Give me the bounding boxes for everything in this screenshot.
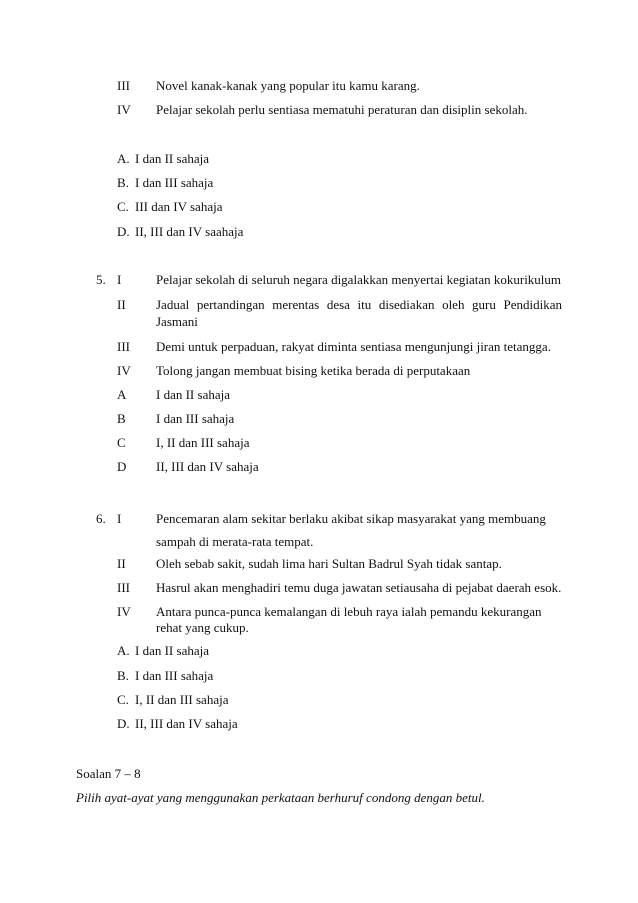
option-text: II, III dan IV sahaja [156,459,259,474]
option-letter: B [117,411,126,426]
option-text: III dan IV sahaja [135,199,223,214]
roman-numeral: II [117,297,126,312]
option-letter: D. [117,224,130,239]
roman-numeral: III [117,339,130,354]
statement-text: Pelajar sekolah perlu sentiasa mematuhi peraturan dan disiplin sekolah. [156,102,528,117]
option-letter: B. [117,668,129,683]
option-letter: C [117,435,126,450]
roman-numeral: IV [117,363,131,378]
roman-numeral: III [117,78,130,93]
statement-text: Jadual pertandingan merentas desa itu disediakan oleh guru Pendidikan [156,297,562,312]
roman-numeral: I [117,272,122,287]
statement-text-continued: rehat yang cukup. [156,620,249,635]
option-letter: D. [117,716,130,731]
option-text: II, III dan IV sahaja [135,716,238,731]
option-letter: A [117,387,127,402]
question-number: 5. [96,272,106,287]
statement-text-continued: Jasmani [156,314,198,329]
roman-numeral: III [117,580,130,595]
option-text: I dan III sahaja [156,411,235,426]
option-text: I, II dan III sahaja [156,435,250,450]
option-text: I dan III sahaja [135,175,214,190]
roman-numeral: IV [117,604,131,619]
option-text: I, II dan III sahaja [135,692,229,707]
option-letter: D [117,459,127,474]
roman-numeral: II [117,556,126,571]
statement-text: Demi untuk perpaduan, rakyat diminta sentiasa mengunjungi jiran tetangga. [156,339,551,354]
option-text: I dan II sahaja [135,151,209,166]
option-letter: B. [117,175,129,190]
statement-text: Oleh sebab sakit, sudah lima hari Sultan Badrul Syah tidak santap. [156,556,502,571]
option-letter: A. [117,643,130,658]
option-letter: C. [117,199,129,214]
statement-text-continued: sampah di merata-rata tempat. [156,534,314,549]
question-number: 6. [96,511,106,526]
option-text: I dan II sahaja [156,387,230,402]
statement-text: Antara punca-punca kemalangan di lebuh raya ialah pemandu kekurangan [156,604,542,619]
statement-text: Hasrul akan menghadiri temu duga jawatan setiausaha di pejabat daerah esok. [156,580,562,595]
option-text: I dan III sahaja [135,668,214,683]
section-instruction: Pilih ayat-ayat yang menggunakan perkataan berhuruf condong dengan betul. [76,790,485,805]
statement-text: Novel kanak-kanak yang popular itu kamu karang. [156,78,420,93]
roman-numeral: I [117,511,122,526]
option-text: I dan II sahaja [135,643,209,658]
option-text: II, III dan IV saahaja [135,224,244,239]
statement-text: Pelajar sekolah di seluruh negara digalakkan menyertai kegiatan kokurikulum [156,272,562,287]
statement-text: Tolong jangan membuat bising ketika berada di perputakaan [156,363,471,378]
statement-text: Pencemaran alam sekitar berlaku akibat sikap masyarakat yang membuang [156,511,546,526]
section-heading: Soalan 7 – 8 [76,766,141,781]
roman-numeral: IV [117,102,131,117]
option-letter: A. [117,151,130,166]
option-letter: C. [117,692,129,707]
